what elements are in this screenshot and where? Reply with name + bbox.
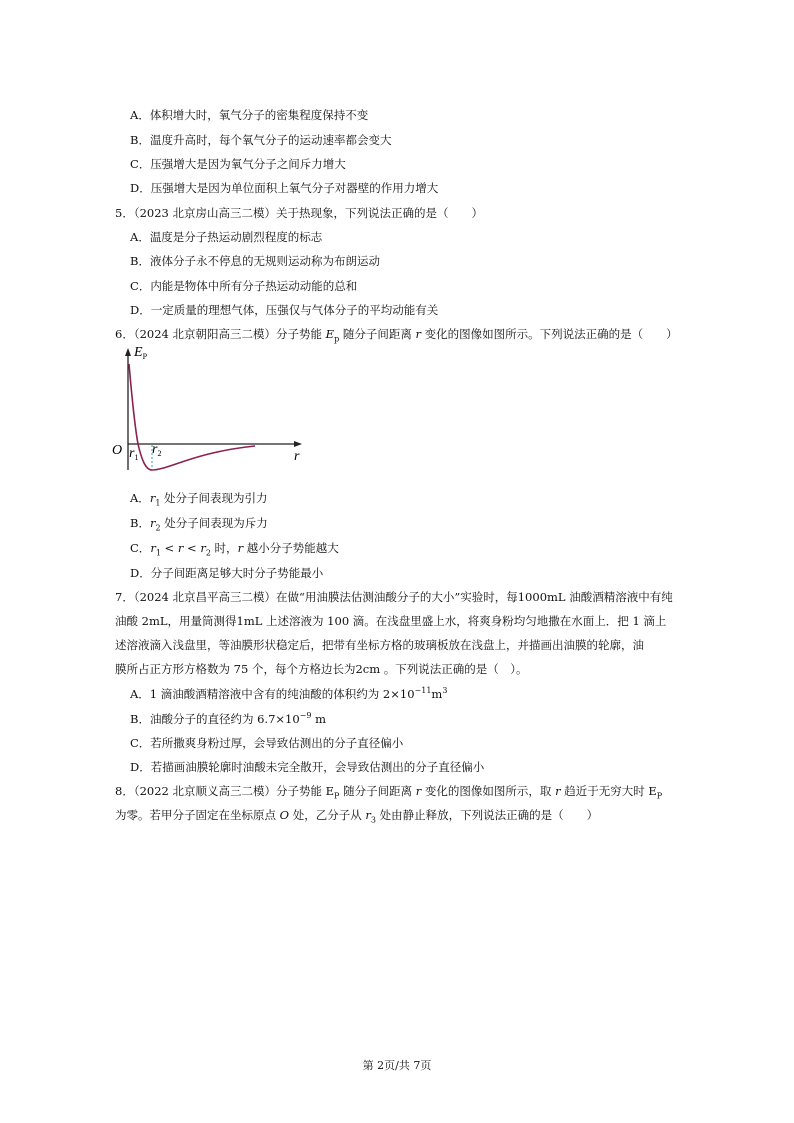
q7-stem-line-2: 油酸 2mL，用量筒测得1mL 上述溶液为 100 滴。在浅盘里盛上水，将爽身粉均匀地撒在水面上．把 1 滴上 bbox=[115, 614, 667, 628]
q6-option-a: A．$r_1$ 处分子间表现为引力 bbox=[130, 491, 268, 508]
q7-option-a: A．1 滴油酸酒精溶液中含有的纯油酸的体积约为 $2\times 10^{-11}m^3$ bbox=[130, 686, 448, 701]
q7-option-d: D．若描画油膜轮廓时油酸未完全散开，会导致估测出的分子直径偏小 bbox=[130, 760, 485, 774]
r1-label: $r_1$ bbox=[129, 446, 139, 462]
q7-stem-line-1: 7．（2024 北京昌平高三二模）在做“用油膜法估测油酸分子的大小”实验时，每1000mL 油酸酒精溶液中有纯 bbox=[115, 590, 673, 604]
q6-option-c: C．$r_1 < r < r_2$ 时，r 越小分子势能越大 bbox=[130, 541, 339, 558]
q7-stem-line-4: 膜所占正方形方格数为 75 个，每个方格边长为2cm 。下列说法正确的是（ ）。 bbox=[115, 662, 528, 676]
q7-option-c: C．若所撒爽身粉过厚，会导致估测出的分子直径偏小 bbox=[130, 736, 404, 750]
q5-option-c: C．内能是物体中所有分子热运动动能的总和 bbox=[130, 279, 358, 293]
q5-stem: 5．（2023 北京房山高三二模）关于热现象，下列说法正确的是（ ） bbox=[115, 206, 483, 220]
q6-option-b: B．$r_2$ 处分子间表现为斥力 bbox=[130, 516, 268, 533]
q4-option-b: B．温度升高时，每个氧气分子的运动速率都会变大 bbox=[130, 133, 392, 147]
x-axis-label: r bbox=[294, 449, 300, 464]
origin-label: O bbox=[112, 443, 123, 458]
q4-option-a: A．体积增大时，氧气分子的密集程度保持不变 bbox=[130, 108, 369, 122]
q6-option-d: D．分子间距离足够大时分子势能最小 bbox=[130, 566, 324, 580]
q7-option-b: B．油酸分子的直径约为 $6.7\times 10^{-9}$ m bbox=[130, 711, 327, 726]
q8-stem-line-2: 为零。若甲分子固定在坐标原点 O 处，乙分子从 $r_3$ 处由静止释放，下列说法正确的是（ ） bbox=[115, 808, 599, 825]
potential-curve bbox=[129, 364, 255, 470]
q4-option-c: C．压强增大是因为氧气分子之间斥力增大 bbox=[130, 157, 346, 171]
q8-stem-line-1: 8．（2022 北京顺义高三二模）分子势能 $E_P$ 随分子间距离 r 变化的图像如图所示，取 r 趋近于无穷大时 $E_P$ bbox=[115, 784, 663, 801]
y-axis-arrow bbox=[125, 348, 131, 356]
page-footer: 第 2页/共 7页 bbox=[362, 1059, 432, 1072]
q5-option-d: D．一定质量的理想气体，压强仅与气体分子的平均动能有关 bbox=[130, 303, 439, 317]
q6-stem: 6．（2024 北京朝阳高三二模）分子势能 $E_p$ 随分子间距离 r 变化的图像如图所示。下列说法正确的是（ ） bbox=[115, 327, 678, 344]
q5-option-a: A．温度是分子热运动剧烈程度的标志 bbox=[130, 230, 323, 244]
q5-option-b: B．液体分子永不停息的无规则运动称为布朗运动 bbox=[130, 254, 380, 268]
potential-energy-figure bbox=[110, 342, 310, 477]
r2-label: $r_2$ bbox=[152, 442, 162, 458]
q4-option-d: D．压强增大是因为单位面积上氧气分子对器壁的作用力增大 bbox=[130, 181, 439, 195]
x-axis-arrow bbox=[294, 441, 302, 447]
q7-stem-line-3: 述溶液滴入浅盘里，等油膜形状稳定后，把带有坐标方格的玻璃板放在浅盘上，并描画出油膜的轮廓，油 bbox=[115, 638, 644, 652]
y-axis-label: $E_P$ bbox=[134, 345, 148, 361]
